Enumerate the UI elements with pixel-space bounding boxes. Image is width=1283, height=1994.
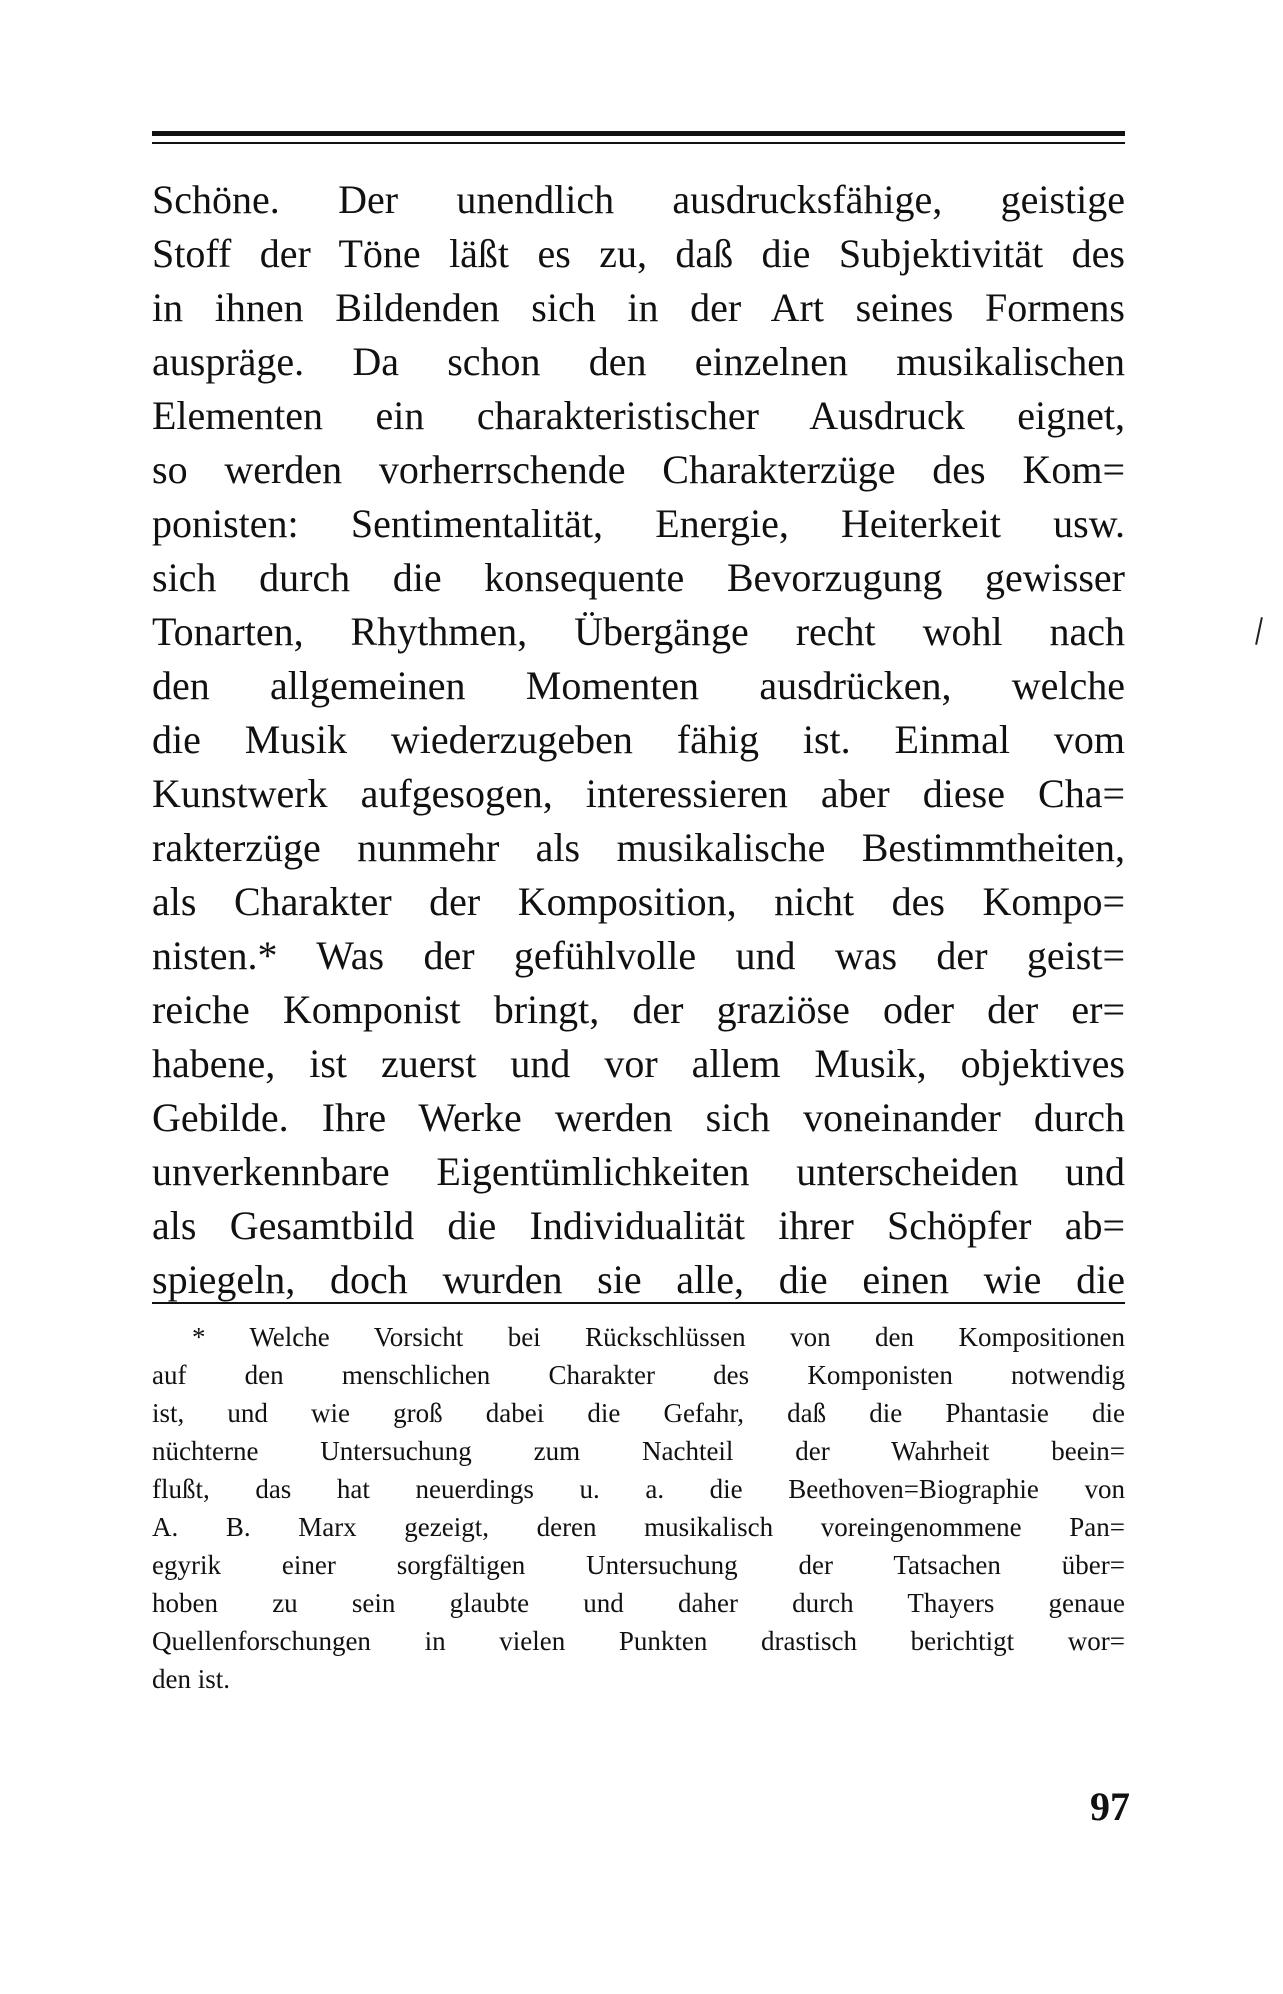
footnote-line: flußt, das hat neuerdings u. a. die Beethoven=Biographie von (152, 1474, 1125, 1504)
footnote-line: A. B. Marx gezeigt, deren musikalisch voreingenommene Pan= (152, 1512, 1125, 1542)
footnote-rule (152, 1302, 1125, 1304)
text-line: reiche Komponist bringt, der graziöse oder der er= (152, 987, 1125, 1032)
text-line: Stoff der Töne läßt es zu, daß die Subjektivität des (152, 231, 1125, 276)
page-number: 97 (1090, 1784, 1130, 1829)
text-line: Tonarten, Rhythmen, Übergänge recht wohl nach (152, 609, 1125, 654)
text-line: ponisten: Sentimentalität, Energie, Heiterkeit usw. (152, 501, 1125, 546)
text-line: nisten.* Was der gefühlvolle und was der geist= (152, 933, 1125, 978)
footnote-line: egyrik einer sorgfältigen Untersuchung der Tatsachen über= (152, 1550, 1125, 1580)
text-line: in ihnen Bildenden sich in der Art seines Formens (152, 285, 1125, 330)
footnote (152, 1318, 1125, 1698)
footnote-line: ist, und wie groß dabei die Gefahr, daß die Phantasie die (152, 1398, 1125, 1428)
footnote-line: auf den menschlichen Charakter des Komponisten notwendig (152, 1360, 1125, 1390)
text-line: sich durch die konsequente Bevorzugung gewisser (152, 555, 1125, 600)
text-line: Elementen ein charakteristischer Ausdruck eignet, (152, 393, 1125, 438)
footnote-line: den ist. (152, 1664, 230, 1694)
text-line: als Charakter der Komposition, nicht des Kompo= (152, 879, 1125, 924)
stray-pen-mark (1255, 617, 1263, 645)
text-line: die Musik wiederzugeben fähig ist. Einmal vom (152, 717, 1125, 762)
footnote-line: hoben zu sein glaubte und daher durch Thayers genaue (152, 1588, 1125, 1618)
text-line: rakterzüge nunmehr als musikalische Bestimmtheiten, (152, 825, 1125, 870)
header-rule-thick (152, 131, 1125, 136)
footnote-line: nüchterne Untersuchung zum Nachteil der Wahrheit beein= (152, 1436, 1125, 1466)
text-line: Schöne. Der unendlich ausdrucksfähige, geistige (152, 177, 1125, 222)
text-line: unverkennbare Eigentümlichkeiten unterscheiden und (152, 1149, 1125, 1194)
text-line: den allgemeinen Momenten ausdrücken, welche (152, 663, 1125, 708)
text-line: als Gesamtbild die Individualität ihrer Schöpfer ab= (152, 1203, 1125, 1248)
text-line: Gebilde. Ihre Werke werden sich voneinander durch (152, 1095, 1125, 1140)
text-line: spiegeln, doch wurden sie alle, die einen wie die (152, 1257, 1125, 1302)
text-line: Kunstwerk aufgesogen, interessieren aber diese Cha= (152, 771, 1125, 816)
footnote-line: Quellenforschungen in vielen Punkten drastisch berichtigt wor= (152, 1626, 1125, 1656)
text-line: habene, ist zuerst und vor allem Musik, objektives (152, 1041, 1125, 1086)
text-line: so werden vorherrschende Charakterzüge des Kom= (152, 447, 1125, 492)
body-text (152, 173, 1125, 1307)
header-rule-thin (152, 142, 1125, 144)
text-line: auspräge. Da schon den einzelnen musikalischen (152, 339, 1125, 384)
footnote-line: * Welche Vorsicht bei Rückschlüssen von den Kompositionen (192, 1322, 1125, 1352)
